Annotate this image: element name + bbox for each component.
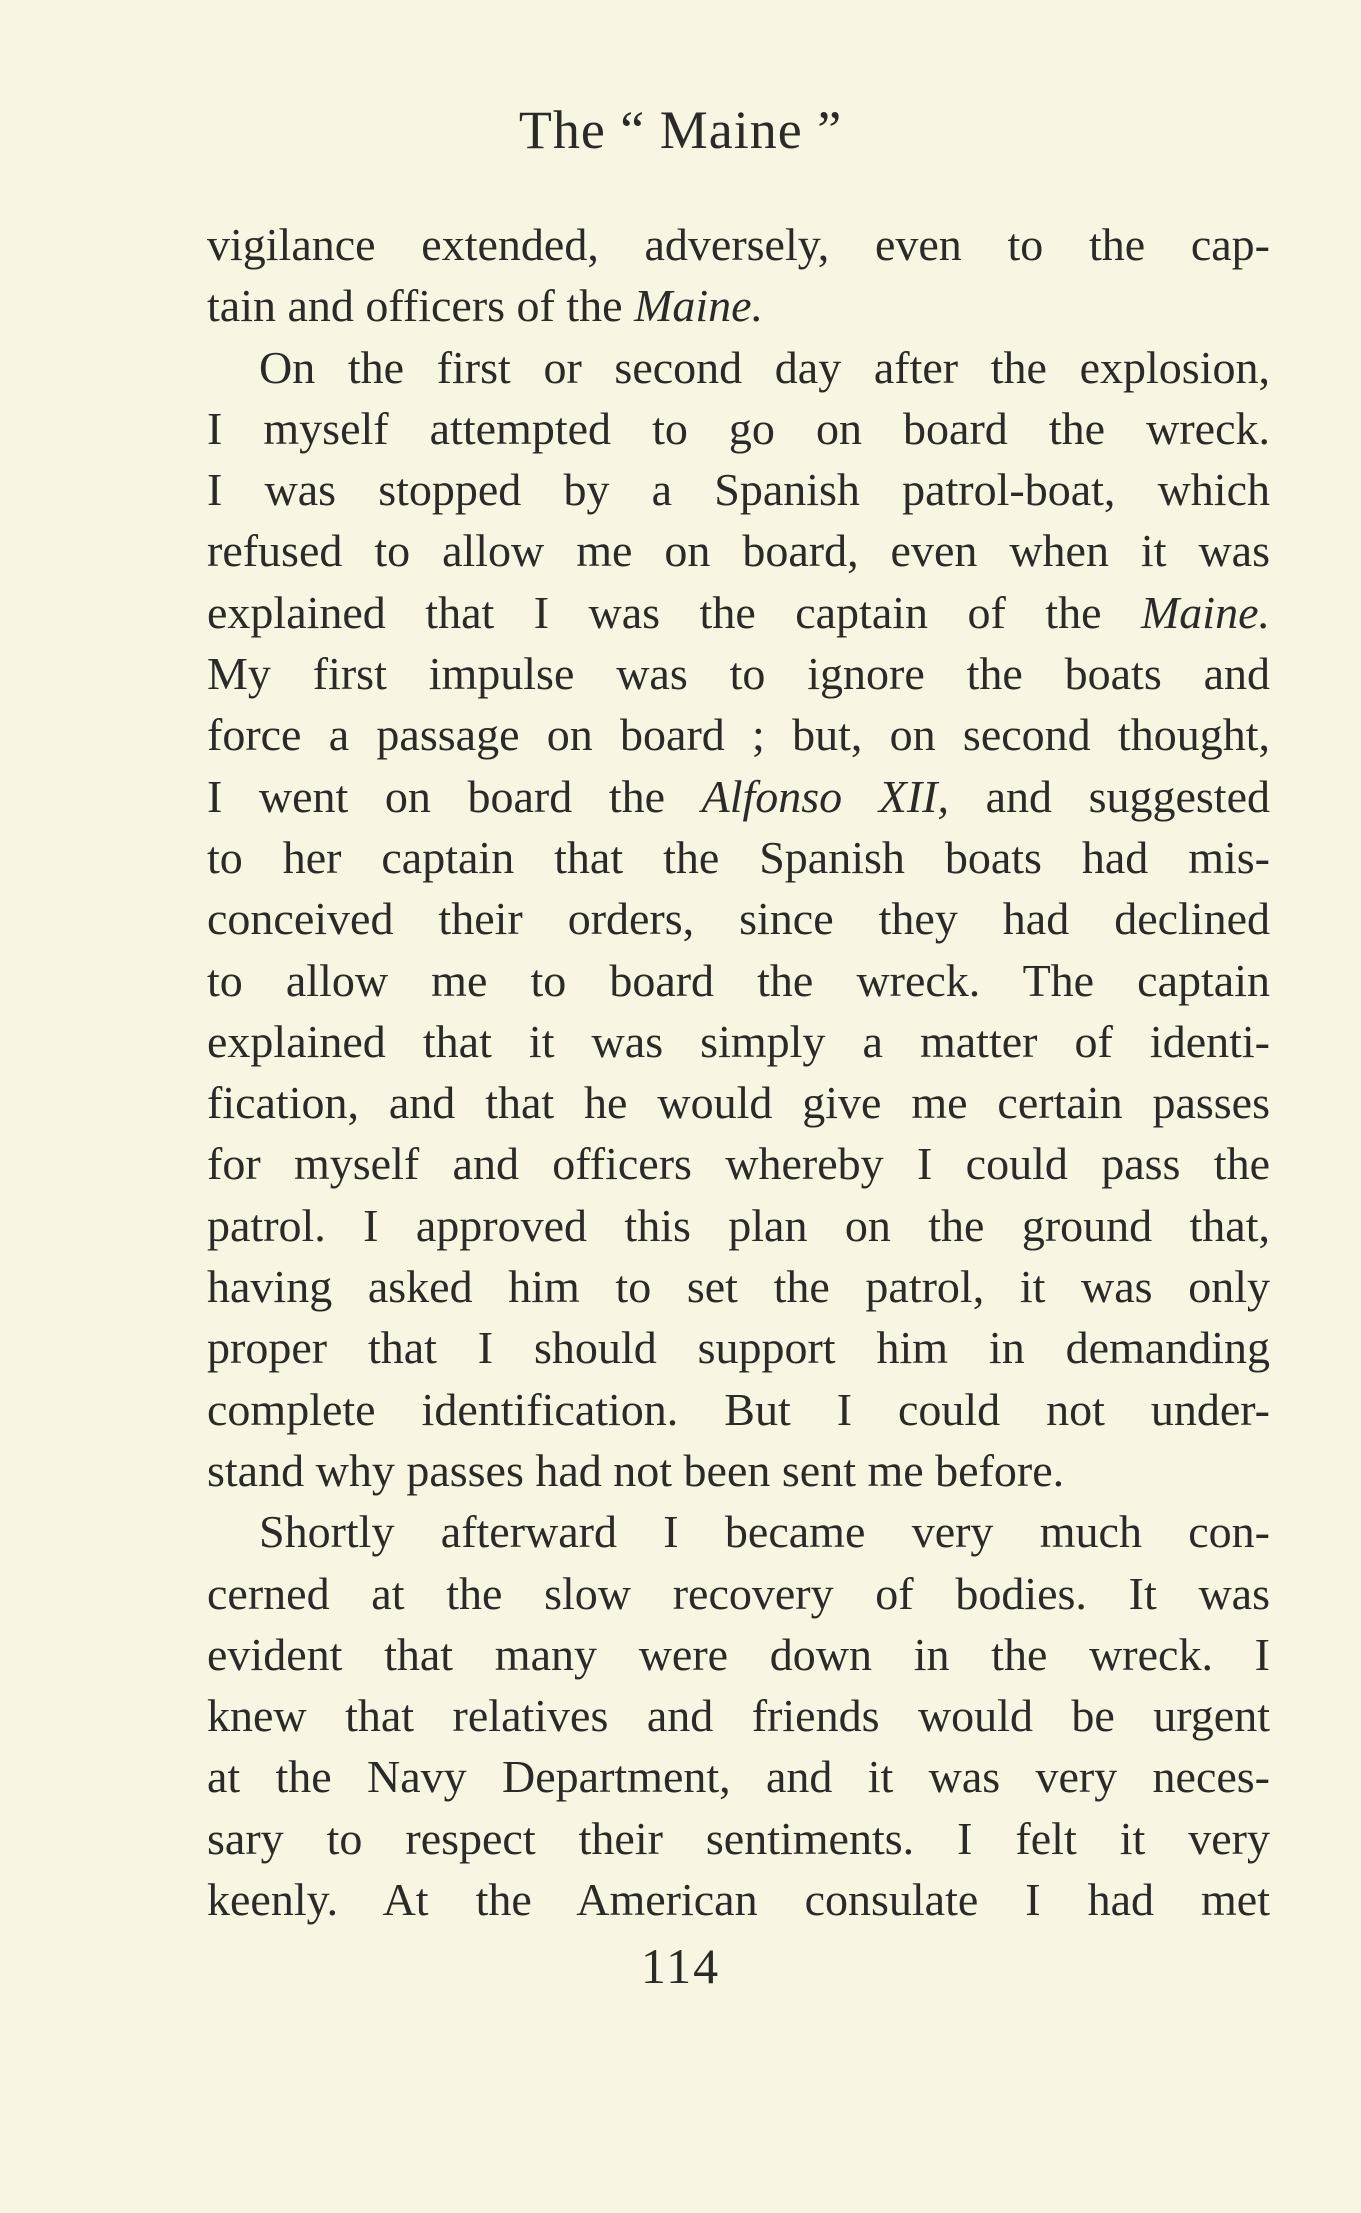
body-text xyxy=(207,214,1270,1930)
text-line: I went on board the Alfonso XII, and suggested xyxy=(207,770,1271,822)
text-line: My first impulse was to ignore the boats and xyxy=(207,648,1270,700)
text-line: refused to allow me on board, even when it was xyxy=(207,525,1270,577)
text-line: evident that many were down in the wreck. I xyxy=(207,1628,1270,1680)
text-line: fication, and that he would give me certain passes xyxy=(207,1077,1270,1129)
text-line: to allow me to board the wreck. The captain xyxy=(207,954,1270,1006)
text-line: stand why passes had not been sent me before. xyxy=(207,1444,1065,1496)
text-line: proper that I should support him in demanding xyxy=(207,1322,1270,1374)
text-line: force a passage on board ; but, on second thought, xyxy=(207,709,1270,761)
text-line: Shortly afterward I became very much con- xyxy=(259,1506,1270,1558)
page-number: 114 xyxy=(640,1938,721,1994)
text-line: I myself attempted to go on board the wreck. xyxy=(207,402,1270,454)
text-line: at the Navy Department, and it was very neces- xyxy=(207,1751,1270,1803)
text-line: for myself and officers whereby I could pass the xyxy=(207,1138,1270,1190)
text-line: explained that I was the captain of the Maine. xyxy=(207,586,1270,638)
text-line: having asked him to set the patrol, it was only xyxy=(207,1261,1270,1313)
text-line: On the first or second day after the explosion, xyxy=(259,341,1270,393)
text-line: cerned at the slow recovery of bodies. It was xyxy=(207,1567,1270,1619)
text-line: I was stopped by a Spanish patrol-boat, which xyxy=(207,464,1270,516)
text-line: vigilance extended, adversely, even to the cap- xyxy=(207,219,1270,270)
text-line: complete identification. But I could not under- xyxy=(207,1383,1270,1435)
text-line: sary to respect their sentiments. I felt it very xyxy=(207,1812,1270,1864)
text-line: to her captain that the Spanish boats had mis- xyxy=(207,831,1270,883)
text-line: tain and officers of the Maine. xyxy=(207,280,764,332)
text-line: patrol. I approved this plan on the ground that, xyxy=(207,1199,1270,1251)
text-line: explained that it was simply a matter of identi- xyxy=(207,1015,1270,1067)
text-line: knew that relatives and friends would be urgent xyxy=(207,1690,1270,1742)
text-line: keenly. At the American consulate I had met xyxy=(207,1874,1270,1926)
running-head: The “ Maine ” xyxy=(518,100,843,160)
text-line: conceived their orders, since they had declined xyxy=(207,893,1270,945)
